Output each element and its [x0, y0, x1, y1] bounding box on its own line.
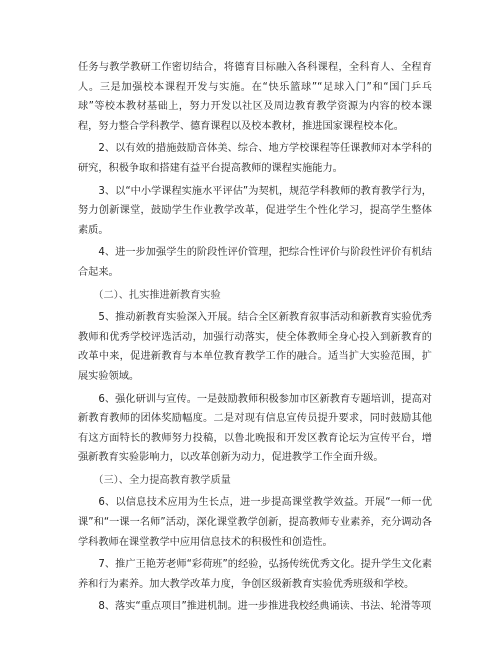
- document-body: [78, 58, 432, 620]
- paragraph: 5、推动新教育实验深入开展。结合全区新教育叙事活动和新教育实验优秀教师和优秀学校评选活动，加强行动落实，使全体教师全身心投入到新教育的改革中来，促进新教育与本单位教育教学工作的融合。适当扩大实验范围，扩展实验领域。: [78, 312, 432, 382]
- paragraph: 7、推广王艳芳老师“彩荷班”的经验，弘扬传统优秀文化。提升学生文化素养和行为素养。加大教学改革力度，争创区级新教育实验优秀班级和学校。: [78, 559, 432, 590]
- paragraph: 8、落实“重点项目”推进机制。进一步推进我校经典诵读、书法、轮滑等项: [98, 601, 432, 613]
- paragraph: 4、进一步加强学生的阶段性评价管理，把综合性评价与阶段性评价有机结合起来。: [78, 247, 432, 278]
- paragraph: 6、以信息技术应用为生长点，进一步提高课堂教学效益。开展“一师一优课”和“一课一名师”活动，深化课堂教学创新，提高教师专业素养，充分调动各学科教师在课堂教学中应用信息技术的积极性和创造性。: [78, 497, 432, 548]
- section-heading: （三）、全力提高教育教学质量: [93, 474, 231, 486]
- paragraph: 2、以有效的措施鼓励音体美、综合、地方学校课程等任课教师对本学科的研究，积极争取和搭建有益平台提高教师的课程实施能力。: [78, 143, 432, 174]
- paragraph: 3、以“中小学课程实施水平评估”为契机，规范学科教师的教育教学行为，努力创新课堂，鼓励学生作业教学改革，促进学生个性化学习，提高学生整体素质。: [78, 185, 432, 236]
- paragraph: 任务与教学教研工作密切结合，将德育目标融入各科课程，全科育人、全程育人。三是加强校本课程开发与实施。在“快乐篮球”“足球入门”和“国门乒乓球”等校本教材基础上，努力开发以社区及周边教育教学资源为内容的校本课程，努力整合学科教学、德育课程以及校本教材，推进国家课程校本化。: [78, 62, 432, 132]
- section-heading: （二）、扎实推进新教育实验: [93, 289, 221, 301]
- paragraph: 6、强化研训与宣传。一是鼓励教师积极参加市区新教育专题培训，提高对新教育教师的团体奖励幅度。二是对现有信息宣传员提升要求，同时鼓励其他有这方面特长的教师努力投稿，以鲁北晚报和开发区教育论坛为宣传平台，增强新教育实验影响力，以改革创新为动力，促进教学工作全面升级。: [78, 393, 432, 464]
